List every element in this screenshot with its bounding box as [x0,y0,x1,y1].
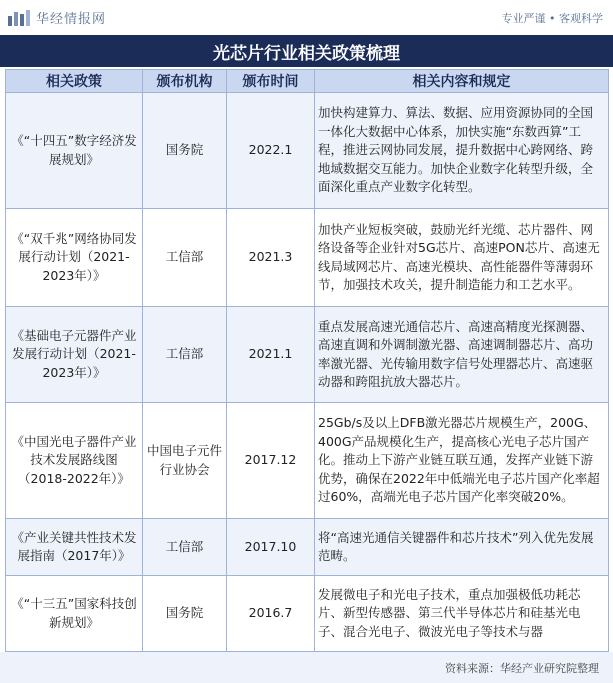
table-row [6,519,609,576]
brand-logo [8,8,106,27]
column-header-policy: 相关政策 [6,70,143,93]
table-row [6,209,609,307]
column-header-content: 相关内容和规定 [315,70,609,93]
column-header-date: 颁布时间 [227,70,315,93]
title-bar [0,35,613,67]
issuing-agency: 国务院 [143,576,227,652]
policy-name: 《“十三五”国家科技创新规划》 [6,576,143,652]
issue-date: 2021.3 [227,209,315,307]
policy-name: 《产业关键共性技术发展指南（2017年）》 [6,519,143,576]
table-row [6,93,609,209]
footer [0,652,613,683]
slogan: 专业严谨 • 客观科学 [501,12,603,25]
policy-table [5,69,609,652]
top-bar [0,0,613,32]
policy-name: 《基础电子元器件产业发展行动计划（2021-2023年）》 [6,307,143,403]
issuing-agency: 国务院 [143,93,227,209]
policy-content: 将“高速光通信关键器件和芯片技术”列入优先发展范畴。 [315,519,609,576]
policy-name: 《“十四五”数字经济发展规划》 [6,93,143,209]
table-row [6,307,609,403]
table-row [6,403,609,519]
policy-content: 25Gb/s及以上DFB激光器芯片规模生产，200G、400G产品规模化生产，提高核心光电子芯片国产化。推动上下游产业链互联互通，发挥产业链下游优势，确保在2022年中低端光电子芯片国产化率超过60%，高端光电子芯片国产化率突破20%。 [315,403,609,519]
issuing-agency: 工信部 [143,209,227,307]
source-note: 资料来源：华经产业研究院整理 [445,662,599,675]
brand-logo-icon [8,10,30,26]
logo-text: 华经情报网 [36,12,107,27]
issue-date: 2021.1 [227,307,315,403]
issue-date: 2017.10 [227,519,315,576]
policy-name: 《“双千兆”网络协同发展行动计划（2021-2023年）》 [6,209,143,307]
issuing-agency: 中国电子元件行业协会 [143,403,227,519]
issue-date: 2017.12 [227,403,315,519]
policy-content: 重点发展高速光通信芯片、高速高精度光探测器、高速直调和外调制激光器、高速调制器芯片、高功率激光器、光传输用数字信号处理器芯片、高速驱动器和跨阻抗放大器芯片。 [315,307,609,403]
page-title: 光芯片行业相关政策梳理 [213,43,400,64]
policy-name: 《中国光电子器件产业技术发展路线图（2018-2022年）》 [6,403,143,519]
issuing-agency: 工信部 [143,307,227,403]
issue-date: 2016.7 [227,576,315,652]
issuing-agency: 工信部 [143,519,227,576]
table-header-row [6,70,609,93]
column-header-agency: 颁布机构 [143,70,227,93]
issue-date: 2022.1 [227,93,315,209]
policy-content: 加快构建算力、算法、数据、应用资源协同的全国一体化大数据中心体系，加快实施“东数西算”工程，推进云网协同发展，提升数据中心跨网络、跨地域数据交互能力。加快企业数字化转型升级，全面深化重点产业数字化转型。 [315,93,609,209]
policy-content: 加快产业短板突破，鼓励光纤光缆、芯片器件、网络设备等企业针对5G芯片、高速PON芯片、高速无线局域网芯片、高速光模块、高性能器件等薄弱环节，加强技术攻关，提升制造能力和工艺水平。 [315,209,609,307]
policy-content: 发展微电子和光电子技术，重点加强极低功耗芯片、新型传感器、第三代半导体芯片和硅基光电子、混合光电子、微波光电子等技术与器 [315,576,609,652]
table-row [6,576,609,652]
